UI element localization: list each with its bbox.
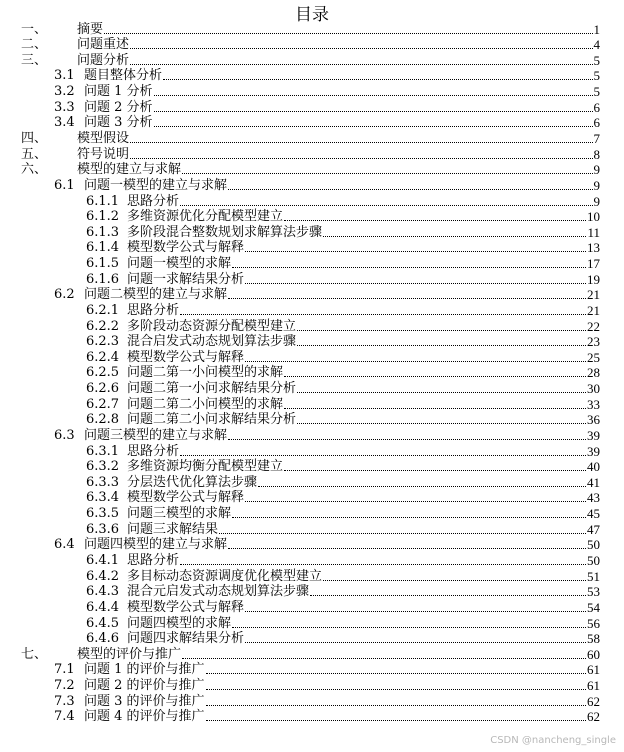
toc-entry[interactable]	[54, 177, 600, 193]
toc-entry[interactable]	[86, 521, 600, 537]
toc-entry-title: 问题 2 的评价与推广	[84, 678, 205, 694]
toc-entry-page-number: 39	[587, 427, 600, 443]
toc-entry-number: 6.3.5	[86, 506, 120, 522]
toc-entry-page-number: 53	[587, 584, 600, 600]
toc-entry-title: 问题 4 的评价与推广	[84, 709, 205, 725]
toc-entry-title: 多维资源优化分配模型建立	[127, 209, 284, 225]
toc-entry-number: 四、	[21, 131, 48, 146]
toc-entry-title: 问题二第二小问模型的求解	[127, 396, 284, 412]
dot-leader	[180, 205, 592, 206]
toc-entry-title: 思路分析	[127, 193, 180, 209]
toc-entry-title: 问题二第二小问求解结果分析	[127, 412, 297, 428]
toc-entry-number: 6.1.1	[86, 193, 120, 209]
toc-entry-number: 6.1.2	[86, 209, 120, 225]
toc-entry[interactable]	[54, 84, 600, 100]
toc-entry-page-number: 54	[587, 599, 600, 615]
toc-entry-title: 问题四模型的建立与求解	[84, 537, 228, 553]
toc-entry-page-number: 6	[593, 99, 600, 115]
toc-entry[interactable]	[54, 662, 600, 678]
toc-entry-page-number: 61	[587, 662, 600, 678]
toc-entry-number: 6.1.4	[86, 240, 120, 256]
toc-entry-page-number: 11	[587, 224, 600, 240]
toc-entry-page-number: 19	[587, 271, 600, 287]
toc-entry[interactable]	[86, 631, 600, 647]
dot-leader	[258, 486, 586, 487]
dot-leader	[206, 705, 586, 706]
toc-entry-page-number: 39	[587, 443, 600, 459]
toc-entry[interactable]	[21, 52, 600, 68]
toc-entry-title: 分层迭代优化算法步骤	[127, 474, 258, 490]
toc-entry-title: 问题四求解结果分析	[127, 631, 245, 647]
dot-leader	[232, 627, 586, 628]
toc-entry[interactable]	[54, 677, 600, 693]
watermark: CSDN @nancheng_single	[490, 735, 616, 746]
dot-leader	[284, 408, 586, 409]
toc-entry[interactable]	[86, 490, 600, 506]
dot-leader	[297, 345, 586, 346]
toc-entry-number: 三、	[21, 52, 48, 68]
dot-leader	[182, 173, 592, 174]
toc-entry[interactable]	[86, 552, 600, 568]
toc-entry-number: 3.4	[54, 115, 75, 131]
toc-entry-title: 模型数学公式与解释	[127, 240, 245, 256]
toc-entry-number: 6.3.3	[86, 474, 120, 490]
toc-entry-number: 6.4.4	[86, 599, 120, 615]
toc-entry-page-number: 9	[593, 162, 600, 178]
toc-entry-page-number: 5	[593, 84, 600, 100]
toc-entry-title: 问题四模型的求解	[127, 615, 232, 631]
toc-entry-title: 混合启发式动态规划算法步骤	[127, 334, 297, 350]
toc-entry[interactable]	[86, 334, 600, 350]
toc-entry-title: 模型数学公式与解释	[127, 349, 245, 365]
toc-entry-number: 五、	[21, 146, 48, 162]
toc-entry-number: 6.4.2	[86, 568, 120, 584]
toc-entry-page-number: 5	[593, 52, 600, 68]
dot-leader	[180, 314, 586, 315]
toc-entry-number: 6.2.7	[86, 396, 120, 412]
toc-entry-title: 问题一模型的求解	[127, 256, 232, 272]
toc-entry-title: 模型的建立与求解	[77, 162, 182, 178]
dot-leader	[297, 423, 586, 424]
toc-entry[interactable]	[86, 380, 600, 396]
dot-leader	[180, 455, 586, 456]
toc-entry-page-number: 9	[593, 177, 600, 193]
toc-entry-page-number: 4	[593, 37, 600, 53]
dot-leader	[297, 330, 586, 331]
toc-entry-number: 6.2.4	[86, 349, 120, 365]
toc-entry-page-number: 8	[593, 146, 600, 162]
dot-leader	[245, 283, 586, 284]
toc-entry-title: 多目标动态资源调度优化模型建立	[127, 568, 323, 584]
toc-entry-number: 6.3.6	[86, 521, 120, 537]
toc-entry-page-number: 30	[587, 381, 600, 397]
toc-entry-page-number: 9	[593, 193, 600, 209]
toc-entry-page-number: 28	[587, 365, 600, 381]
toc-entry-page-number: 13	[587, 240, 600, 256]
toc-entry-number: 6.2	[54, 287, 75, 303]
toc-entry-title: 多阶段动态资源分配模型建立	[127, 318, 297, 334]
toc-entry-title: 题目整体分析	[84, 68, 163, 84]
toc-entry[interactable]	[21, 146, 600, 162]
toc-entry[interactable]	[86, 568, 600, 584]
dot-leader	[245, 251, 586, 252]
toc-entry-title: 模型假设	[77, 131, 130, 146]
toc-entry-number: 6.4.3	[86, 584, 120, 600]
toc-entry[interactable]	[54, 68, 600, 84]
toc-entry[interactable]	[86, 584, 600, 600]
toc-entry-title: 思路分析	[127, 302, 180, 318]
toc-entry[interactable]	[86, 349, 600, 365]
toc-entry-title: 问题二第一小问求解结果分析	[127, 381, 297, 397]
dot-leader	[206, 720, 586, 721]
dot-leader	[130, 142, 592, 143]
toc-entry-title: 多阶段混合整数规划求解算法步骤	[127, 224, 323, 240]
toc-entry-number: 6.3.2	[86, 459, 120, 475]
toc-entry-page-number: 25	[587, 349, 600, 365]
dot-leader	[228, 548, 586, 549]
dot-leader	[163, 79, 592, 80]
toc-entry-number: 6.2.3	[86, 334, 120, 350]
toc-entry-title: 思路分析	[127, 443, 180, 459]
toc-entry-page-number: 62	[587, 693, 600, 709]
dot-leader	[206, 673, 586, 674]
dot-leader	[130, 48, 592, 49]
toc-entry-number: 6.2.5	[86, 365, 120, 381]
dot-leader	[245, 642, 586, 643]
dot-leader	[104, 33, 592, 34]
toc-entry[interactable]	[86, 443, 600, 459]
dot-leader	[245, 611, 586, 612]
toc-entry-number: 6.2.1	[86, 302, 120, 318]
toc-entry-page-number: 7	[593, 131, 600, 146]
toc-entry-page-number: 10	[587, 209, 600, 225]
dot-leader	[154, 95, 593, 96]
toc-entry-number: 3.1	[54, 68, 75, 84]
toc-entry-number: 六、	[21, 162, 48, 178]
dot-leader	[228, 298, 586, 299]
toc-entry[interactable]	[54, 537, 600, 553]
toc-entry-number: 6.1.3	[86, 224, 120, 240]
toc-entry[interactable]	[86, 224, 600, 240]
toc-entry-page-number: 50	[587, 537, 600, 553]
toc-entry[interactable]	[54, 115, 600, 131]
dot-leader	[154, 126, 593, 127]
dot-leader	[182, 658, 586, 659]
toc-entry-title: 问题 3 的评价与推广	[84, 693, 205, 709]
dot-leader	[284, 376, 586, 377]
toc-entry[interactable]	[86, 271, 600, 287]
dot-leader	[323, 236, 586, 237]
toc-entry[interactable]	[86, 193, 600, 209]
toc-entry-page-number: 43	[587, 490, 600, 506]
toc-entry-number: 6.1.6	[86, 271, 120, 287]
dot-leader	[232, 517, 586, 518]
toc-entry-title: 问题三模型的建立与求解	[84, 427, 228, 443]
toc-entry[interactable]	[86, 474, 600, 490]
toc-entry-title: 问题一求解结果分析	[127, 271, 245, 287]
toc-entry-page-number: 56	[587, 615, 600, 631]
toc-entry-page-number: 17	[587, 256, 600, 272]
toc-entry[interactable]	[86, 365, 600, 381]
toc-entry[interactable]	[21, 162, 600, 178]
toc-entry-number: 6.4.1	[86, 553, 120, 568]
toc-entry-title: 问题 1 的评价与推广	[84, 662, 205, 678]
toc-entry-number: 二、	[21, 37, 48, 53]
dot-leader	[228, 439, 586, 440]
toc-entry-title: 问题二模型的建立与求解	[84, 287, 228, 303]
toc-entry-title: 问题 2 分析	[84, 99, 153, 115]
toc-entry-page-number: 21	[587, 287, 600, 303]
toc-entry-title: 问题三求解结果	[127, 521, 219, 537]
toc-entry-number: 6.4.5	[86, 615, 120, 631]
toc-entry[interactable]	[54, 287, 600, 303]
toc-entry-page-number: 41	[587, 474, 600, 490]
toc-entry-page-number: 50	[587, 553, 600, 568]
toc-entry-title: 模型数学公式与解释	[127, 599, 245, 615]
toc-entry-page-number: 60	[587, 646, 600, 662]
toc-entry-page-number: 61	[587, 678, 600, 694]
toc-entry-number: 6.2.6	[86, 381, 120, 397]
toc-entry[interactable]	[21, 37, 600, 53]
toc-entry[interactable]	[54, 709, 600, 725]
toc-entry-page-number: 21	[587, 302, 600, 318]
toc-entry-number: 6.1	[54, 177, 75, 193]
toc-entry-title: 问题 1 分析	[84, 84, 153, 100]
toc-entry-title: 混合元启发式动态规划算法步骤	[127, 584, 310, 600]
toc-entry-page-number: 36	[587, 412, 600, 428]
toc-entry-page-number: 40	[587, 459, 600, 475]
toc-entry[interactable]	[86, 615, 600, 631]
dot-leader	[284, 470, 586, 471]
toc-entry[interactable]	[86, 599, 600, 615]
toc-entry-number: 6.2.8	[86, 412, 120, 428]
toc-entry-number: 7.1	[54, 662, 75, 678]
toc-entry-number: 3.2	[54, 84, 75, 100]
dot-leader	[245, 501, 586, 502]
toc-entry-title: 问题分析	[77, 52, 130, 68]
toc-entry[interactable]	[86, 209, 600, 225]
toc-entry[interactable]	[21, 21, 600, 37]
dot-leader	[154, 111, 593, 112]
toc-entry[interactable]	[86, 412, 600, 428]
toc-entry-number: 6.4.6	[86, 631, 120, 647]
toc-entry-number: 6.3.1	[86, 443, 120, 459]
toc-entry-page-number: 1	[593, 21, 600, 37]
toc-title: 目录	[295, 5, 329, 25]
dot-leader	[206, 689, 586, 690]
dot-leader	[130, 64, 592, 65]
toc-entry-title: 问题二第一小问模型的求解	[127, 365, 284, 381]
toc-entry-page-number: 58	[587, 631, 600, 647]
toc-entry-page-number: 6	[593, 115, 600, 131]
toc-entry-number: 3.3	[54, 99, 75, 115]
toc-entry-page-number: 23	[587, 334, 600, 350]
toc-entry-title: 多维资源均衡分配模型建立	[127, 459, 284, 475]
toc-entry-title: 问题 3 分析	[84, 115, 153, 131]
toc-entry-number: 一、	[21, 21, 48, 37]
toc-entry[interactable]	[86, 506, 600, 522]
toc-entry-number: 6.2.2	[86, 318, 120, 334]
dot-leader	[180, 564, 586, 565]
toc-entry-number: 6.1.5	[86, 256, 120, 272]
toc-entry-title: 摘要	[77, 21, 104, 37]
toc-entry-title: 模型的评价与推广	[77, 646, 182, 662]
dot-leader	[245, 361, 586, 362]
toc-entry-title: 模型数学公式与解释	[127, 490, 245, 506]
dot-leader	[310, 595, 586, 596]
toc-entry-title: 问题重述	[77, 37, 130, 53]
toc-entry-page-number: 45	[587, 506, 600, 522]
dot-leader	[297, 392, 586, 393]
toc-entry[interactable]	[86, 302, 600, 318]
toc-entry-number: 6.4	[54, 537, 75, 553]
toc-entry[interactable]	[21, 130, 600, 146]
toc-entry[interactable]	[21, 646, 600, 662]
dot-leader	[228, 189, 592, 190]
toc-entry[interactable]	[86, 396, 600, 412]
toc-entry[interactable]	[54, 693, 600, 709]
dot-leader	[219, 533, 586, 534]
toc-entry-number: 七、	[21, 646, 48, 662]
toc-entry-title: 问题一模型的建立与求解	[84, 177, 228, 193]
toc-entry-number: 6.3.4	[86, 490, 120, 506]
toc-entry-title: 符号说明	[77, 146, 130, 162]
toc-entry-number: 7.2	[54, 678, 75, 694]
dot-leader	[323, 580, 586, 581]
toc-entry-page-number: 22	[587, 318, 600, 334]
toc-entry-number: 7.3	[54, 693, 75, 709]
toc-entry-page-number: 47	[587, 521, 600, 537]
toc-entry[interactable]	[86, 318, 600, 334]
dot-leader	[130, 158, 592, 159]
toc-entry[interactable]	[86, 459, 600, 475]
toc-entry[interactable]	[86, 255, 600, 271]
toc-entry-page-number: 33	[587, 396, 600, 412]
toc-entry-title: 思路分析	[127, 553, 180, 568]
toc-entry-page-number: 62	[587, 709, 600, 725]
toc-entry[interactable]	[54, 427, 600, 443]
toc-entry-title: 问题三模型的求解	[127, 506, 232, 522]
toc-entry[interactable]	[86, 240, 600, 256]
toc-entry-page-number: 51	[587, 568, 600, 584]
dot-leader	[284, 220, 586, 221]
toc-entry-page-number: 5	[593, 68, 600, 84]
toc-entry-number: 6.3	[54, 427, 75, 443]
dot-leader	[232, 267, 586, 268]
toc-entry-number: 7.4	[54, 709, 75, 725]
toc-entry[interactable]	[54, 99, 600, 115]
